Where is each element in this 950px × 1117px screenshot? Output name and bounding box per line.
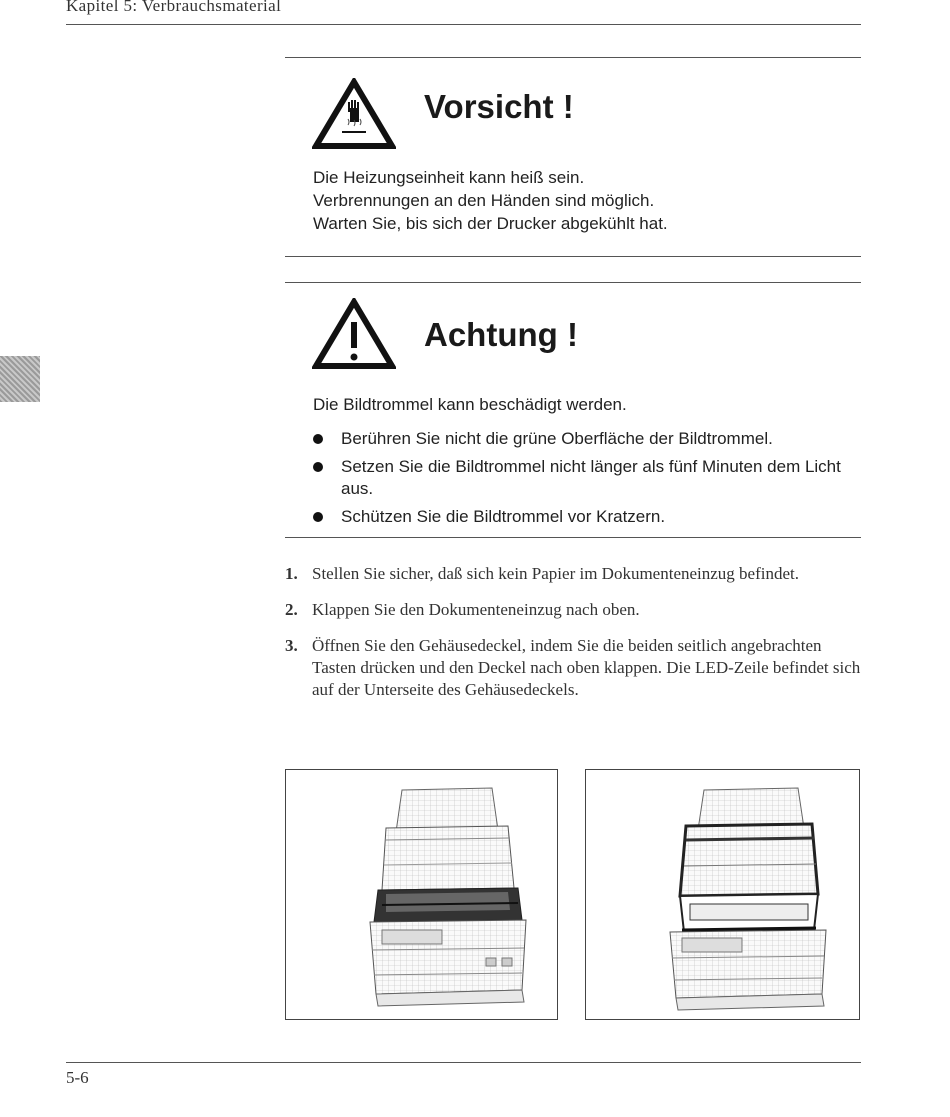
caution-title: Vorsicht ! bbox=[424, 88, 574, 125]
exclamation-warning-icon bbox=[312, 298, 396, 370]
caution-text bbox=[313, 166, 853, 235]
footer-rule bbox=[66, 1062, 861, 1063]
step-number: 1. bbox=[285, 564, 298, 583]
header-rule bbox=[66, 24, 861, 25]
step-item bbox=[285, 599, 863, 621]
printer-cover-open-illustration bbox=[286, 770, 557, 1019]
caution-line: Die Heizungseinheit kann heiß sein. bbox=[313, 168, 585, 187]
bullet-text: Schützen Sie die Bildtrommel vor Kratzern. bbox=[341, 507, 666, 526]
bullet-icon bbox=[313, 434, 323, 444]
caution-line: Verbrennungen an den Händen sind möglich. bbox=[313, 191, 655, 210]
bullet-text: Setzen Sie die Bildtrommel nicht länger als fünf Minuten dem Licht aus. bbox=[341, 457, 841, 498]
step-item bbox=[285, 563, 863, 585]
bullet-item bbox=[313, 456, 863, 500]
attention-intro: Die Bildtrommel kann beschädigt werden. bbox=[313, 395, 627, 414]
bullet-icon bbox=[313, 462, 323, 472]
caution-bottom-rule bbox=[285, 256, 861, 257]
attention-title: Achtung ! bbox=[424, 316, 578, 353]
figure-printer-open bbox=[285, 769, 558, 1020]
bullet-icon bbox=[313, 512, 323, 522]
figure-printer-drum bbox=[585, 769, 860, 1020]
bullet-item bbox=[313, 506, 863, 528]
chapter-tab-marker bbox=[0, 356, 40, 402]
attention-bullet-list bbox=[313, 428, 863, 534]
bullet-item bbox=[313, 428, 863, 450]
bullet-text: Berühren Sie nicht die grüne Oberfläche der Bildtrommel. bbox=[341, 429, 773, 448]
printer-drum-exposed-illustration bbox=[586, 770, 859, 1019]
caution-line: Warten Sie, bis sich der Drucker abgekühlt hat. bbox=[313, 214, 668, 233]
attention-top-rule bbox=[285, 282, 861, 283]
hot-surface-warning-icon bbox=[312, 78, 396, 150]
step-item bbox=[285, 635, 863, 701]
page-number: 5-6 bbox=[66, 1068, 89, 1087]
chapter-header: Kapitel 5: Verbrauchsmaterial bbox=[66, 0, 282, 15]
caution-top-rule bbox=[285, 57, 861, 58]
step-number: 2. bbox=[285, 600, 298, 619]
step-text: Öffnen Sie den Gehäusedeckel, indem Sie die beiden seitlich angebrachten Tasten drücken und den Deckel nach oben klappen. Die LED-Zeile befindet sich auf der Unterseite des Gehäusedeckels. bbox=[312, 636, 861, 699]
instruction-steps bbox=[285, 563, 863, 715]
step-text: Klappen Sie den Dokumenteneinzug nach oben. bbox=[312, 600, 640, 619]
step-text: Stellen Sie sicher, daß sich kein Papier im Dokumenteneinzug befindet. bbox=[312, 564, 799, 583]
attention-bottom-rule bbox=[285, 537, 861, 538]
step-number: 3. bbox=[285, 636, 298, 655]
